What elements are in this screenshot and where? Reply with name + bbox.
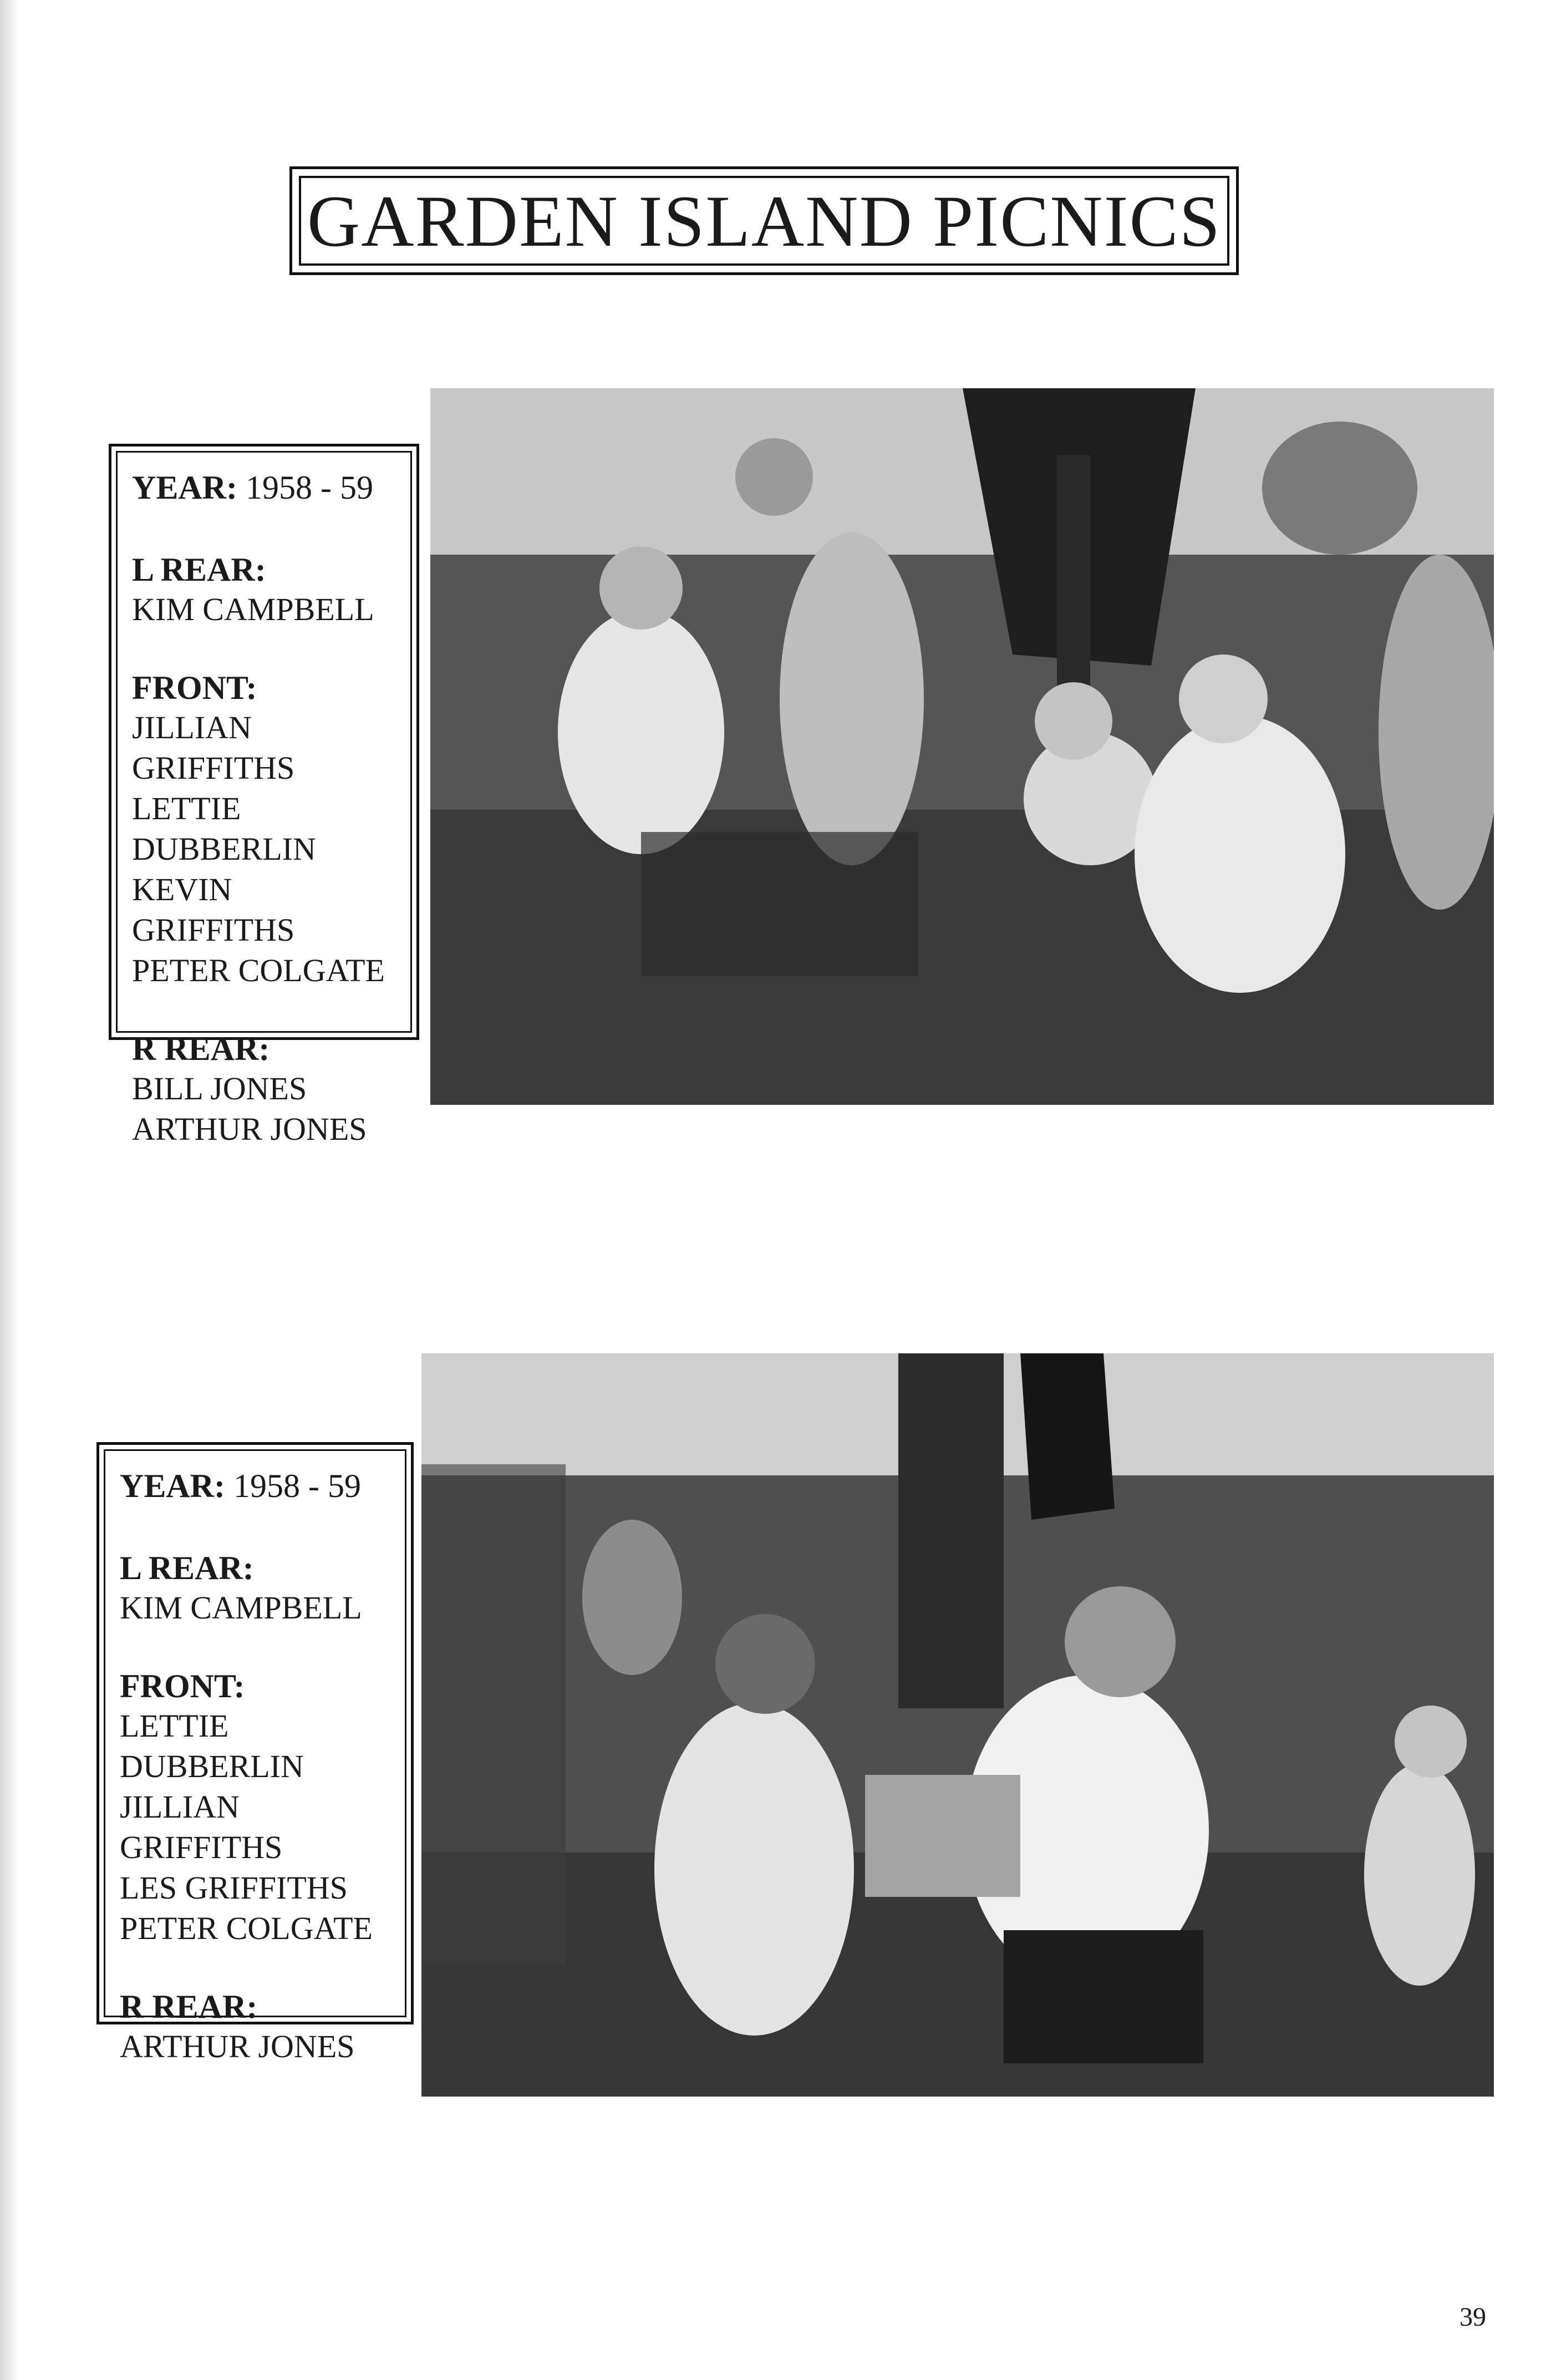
caption-1-right-rear: R REAR: BILL JONES ARTHUR JONES [132,1031,367,1147]
binding-shadow [0,0,19,2380]
photo-2-caption [96,1442,414,2064]
title-inner-border [299,176,1229,266]
picnic-photo-2 [421,1353,1494,2097]
caption-2-left-rear: L REAR: KIM CAMPBELL [120,1550,362,1626]
photo-1-caption [109,444,419,1147]
photo-1-caption-inner [116,451,412,1147]
caption-1-front: FRONT: JILLIAN GRIFFITHS LETTIE DUBBERLIN KEVIN GRIFFITHS PETER COLGATE [132,669,385,988]
title-box [289,166,1239,275]
caption-2-right-rear: R REAR: ARTHUR JONES [120,1988,355,2064]
caption-1-year: YEAR: 1958 - 59 [132,469,373,506]
photo-1-image [430,388,1494,1105]
caption-2-year: YEAR: 1958 - 59 [120,1468,361,1504]
photo-2-caption-inner [104,1449,406,2064]
caption-1-left-rear: L REAR: KIM CAMPBELL [132,551,374,627]
caption-2-front: FRONT: LETTIE DUBBERLIN JILLIAN GRIFFITHS LES GRIFFITHS PETER COLGATE [120,1668,373,1946]
photo-2-image [421,1353,1494,2097]
page-number: 39 [1460,2302,1486,2332]
picnic-photo-1 [430,388,1494,1105]
page-title: GARDEN ISLAND PICNICS [307,180,1222,262]
